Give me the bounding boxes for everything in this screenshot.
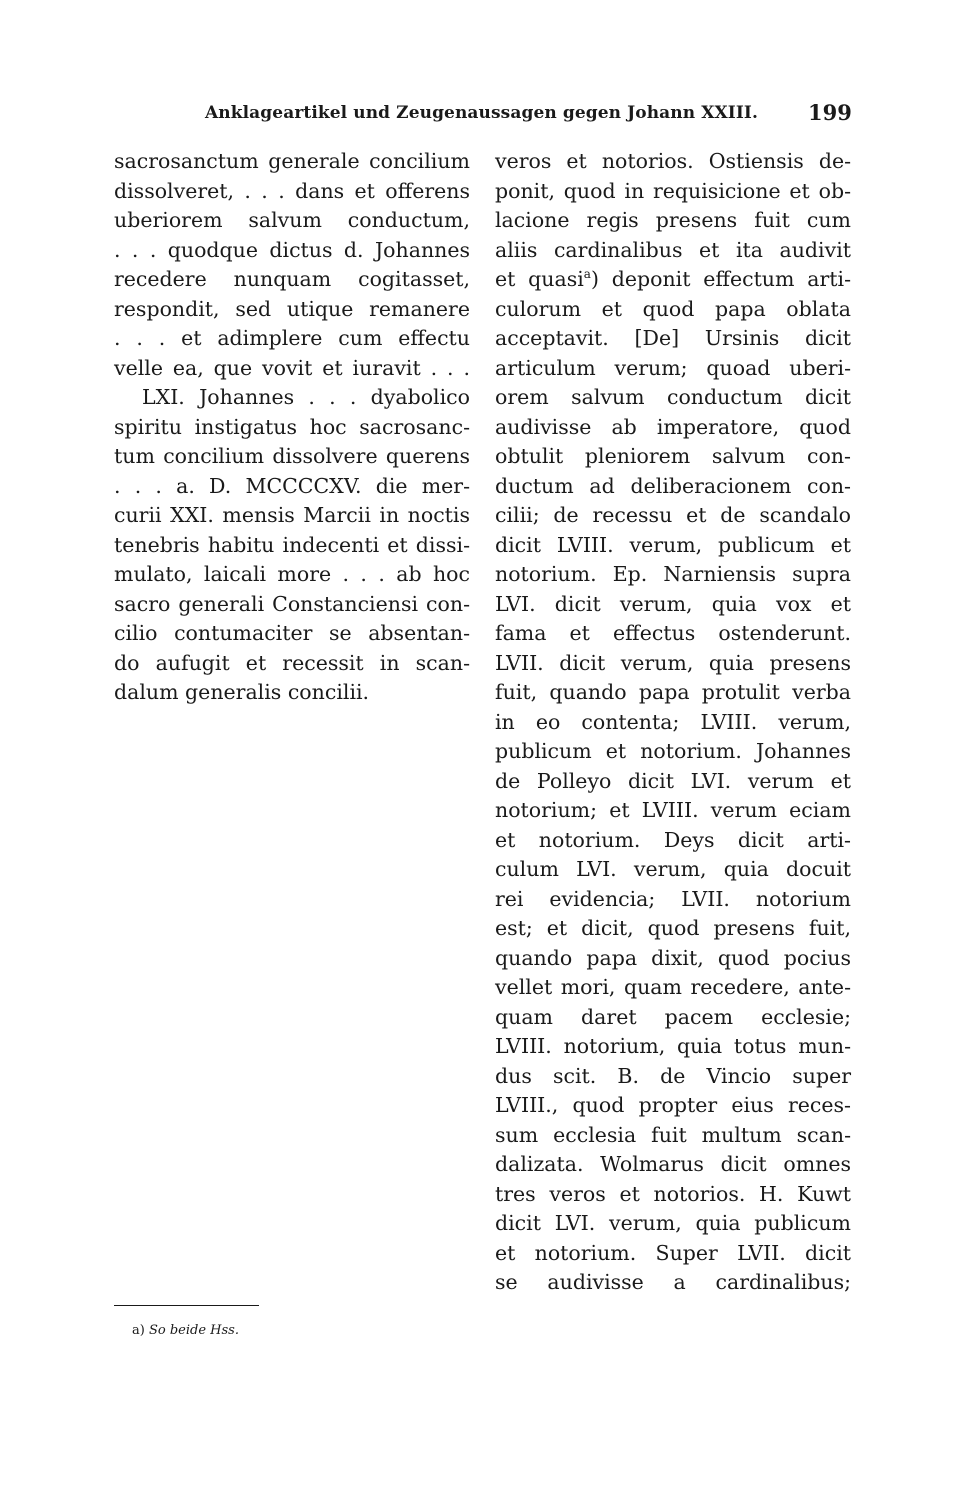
text-line: curii XXI. mensis Marcii in noctis [114, 503, 470, 527]
text-line: acceptavit. [De] Ursinis dicit [495, 326, 851, 350]
text-line: obtulit pleniorem salvum con- [495, 444, 851, 468]
running-title: Anklageartikel und Zeugenaussagen gegen Johann XXIII. [205, 103, 758, 123]
footnote-marker: a) [132, 1323, 145, 1338]
text-line: tum concilium dissolvere querens [114, 444, 470, 468]
text-line: ductum ad deliberacionem con- [495, 473, 851, 498]
text-line: dicit LVIII. verum, publicum et [495, 532, 851, 557]
text-line: recedere nunquam cogitasset, [114, 267, 470, 291]
text-line: est; et dicit, quod presens fuit, [495, 916, 851, 940]
text-line: quam daret pacem ecclesie; [495, 1004, 851, 1029]
text-line: LVII. dicit verum, quia presens [495, 650, 851, 675]
text-line: audivisse ab imperatore, quod [495, 414, 851, 439]
text-line: dalum generalis concilii. [114, 680, 370, 704]
footnote [132, 1323, 239, 1338]
text-line: vellet mori, quam recedere, ante- [495, 975, 851, 999]
text-line: culum LVI. verum, quia docuit [495, 857, 851, 881]
text-line: LXI. Johannes . . . dyabolico [142, 385, 470, 409]
text-line: dus scit. B. de Vincio super [495, 1063, 851, 1088]
text-line: dicit LVI. verum, quia publicum [495, 1211, 851, 1235]
text-line: orem salvum conductum dicit [495, 385, 851, 409]
text-line: rei evidencia; LVII. notorium [495, 886, 851, 911]
text-line: ponit, quod in requisicione et ob- [495, 178, 851, 203]
text-line: de Polleyo dicit LVI. verum et [495, 768, 851, 793]
text-line: LVIII., quod propter eius reces- [495, 1093, 851, 1117]
text-line: cilio contumaciter se absentan- [114, 621, 470, 645]
text-fragment: et quasi [495, 267, 584, 291]
text-line: et notorium. Deys dicit arti- [495, 827, 851, 852]
page-number: 199 [808, 100, 852, 125]
text-line: tenebris habitu indecenti et dissi- [114, 532, 470, 557]
text-line: fama et effectus ostenderunt. [495, 621, 851, 645]
text-line: publicum et notorium. Johannes [495, 739, 851, 763]
text-line: articulum verum; quoad uberi- [495, 355, 851, 380]
text-line: quando papa dixit, quod pocius [495, 945, 851, 970]
text-line: mulato, laicali more . . . ab hoc [114, 562, 470, 586]
footnote-marker: a [583, 267, 591, 282]
text-line: tres veros et notorios. H. Kuwt [495, 1181, 851, 1206]
text-line: dissolveret, . . . dans et offerens [114, 178, 470, 203]
text-line: . . . et adimplere cum effectu [114, 326, 470, 350]
text-line: . . . quodque dictus d. Johannes [114, 237, 470, 262]
text-line: velle ea, que vovit et iuravit . . . [114, 355, 470, 380]
text-line: se audivisse a cardinalibus; [495, 1270, 851, 1294]
text-line: culorum et quod papa oblata [495, 296, 851, 321]
text-line: spiritu instigatus hoc sacrosanc- [114, 414, 470, 439]
text-line: notorium; et LVIII. verum eciam [495, 798, 851, 822]
text-line: uberiorem salvum conductum, [114, 208, 470, 232]
text-line: respondit, sed utique remanere [114, 296, 470, 321]
text-line: dalizata. Wolmarus dicit omnes [495, 1152, 851, 1176]
text-line: lacione regis presens fuit cum [495, 208, 851, 232]
text-line: sum ecclesia fuit multum scan- [495, 1122, 851, 1147]
footnote-text: So beide Hss. [148, 1323, 239, 1338]
text-line: fuit, quando papa protulit verba [495, 680, 851, 704]
text-line: do aufugit et recessit in scan- [114, 650, 470, 675]
text-fragment: ) deponit effectum arti- [590, 267, 851, 291]
text-line: veros et notorios. Ostiensis de- [495, 149, 851, 173]
left-column [114, 147, 470, 708]
text-line: sacro generali Constanciensi con- [114, 591, 470, 616]
text-line: notorium. Ep. Narniensis supra [495, 562, 851, 586]
text-line: cilii; de recessu et de scandalo [495, 503, 851, 527]
text-line-with-footnote [495, 265, 851, 295]
text-line: . . . a. D. MCCCCXV. die mer- [114, 473, 470, 498]
text-line: in eo contenta; LVIII. verum, [495, 709, 851, 734]
text-line: et notorium. Super LVII. dicit [495, 1240, 851, 1265]
text-line: LVIII. notorium, quia totus mun- [495, 1034, 851, 1058]
text-line: LVI. dicit verum, quia vox et [495, 591, 851, 616]
right-column [495, 147, 851, 1298]
footnote-rule [114, 1305, 259, 1306]
text-line: aliis cardinalibus et ita audivit [495, 237, 851, 262]
text-line: sacrosanctum generale concilium [114, 149, 470, 173]
